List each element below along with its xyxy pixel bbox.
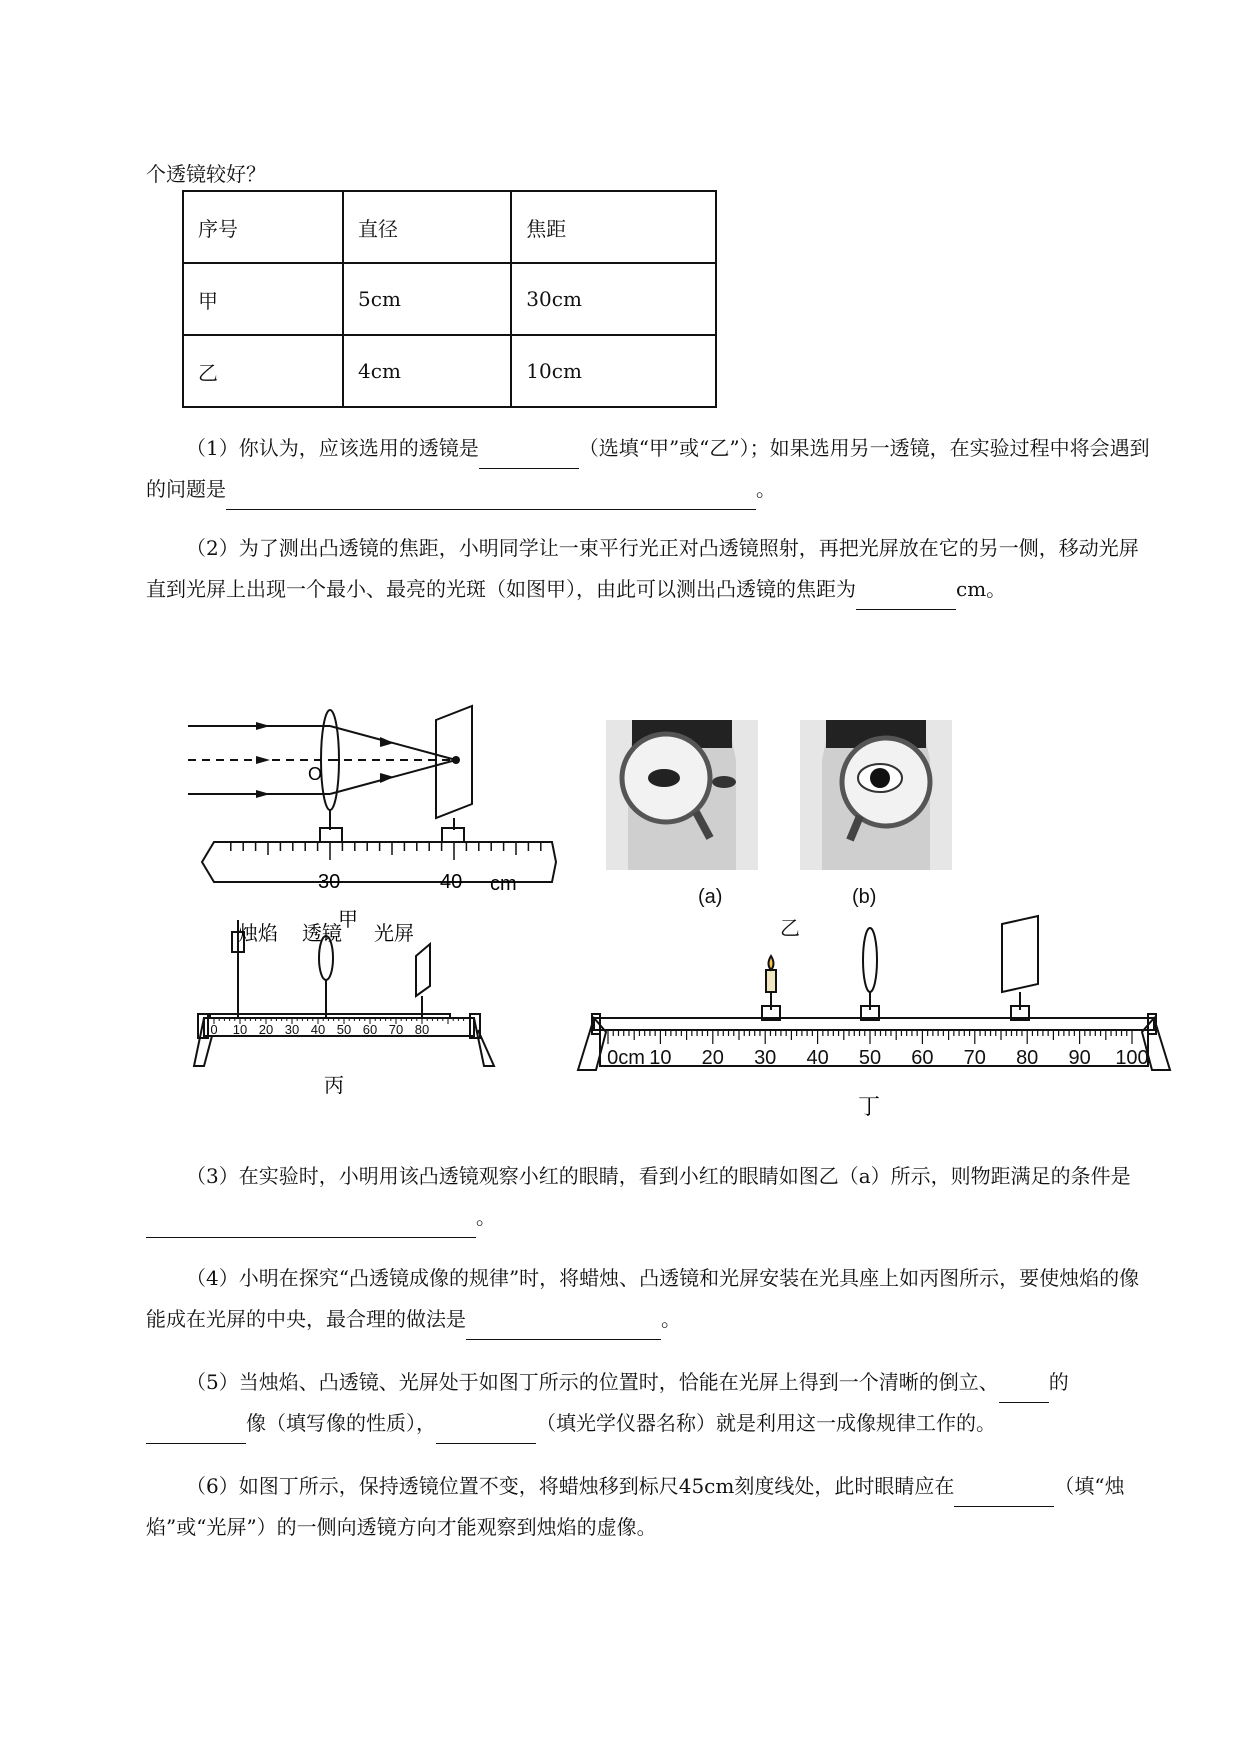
answer-blank-3[interactable] xyxy=(146,1213,476,1238)
ruler-tick-label: 30 xyxy=(754,1047,777,1069)
point-o-label: O xyxy=(308,764,323,784)
answer-blank-5b[interactable] xyxy=(146,1419,246,1444)
table-cell: 乙 xyxy=(183,335,343,407)
answer-blank-6[interactable] xyxy=(954,1482,1054,1507)
question-5-text-d: （填光学仪器名称）就是利用这一成像规律工作的。 xyxy=(536,1411,996,1435)
answer-blank-1a[interactable] xyxy=(479,444,579,469)
figure-bing-label: 丙 xyxy=(324,1073,344,1097)
figure-yi-photo-a xyxy=(606,720,758,870)
figure-ding-ruler-ticks xyxy=(608,1030,1132,1044)
ruler-tick-label: 40 xyxy=(806,1047,829,1069)
ruler-tick-label: 70 xyxy=(388,1022,404,1037)
figure-yi-label: 乙 xyxy=(780,916,800,940)
question-3-text-b: 。 xyxy=(476,1205,496,1229)
question-5-text-b: 的 xyxy=(1048,1370,1069,1394)
question-4-text-b: 。 xyxy=(661,1307,681,1331)
table-header-row xyxy=(183,191,716,263)
figure-jia-ruler-ticks xyxy=(231,842,541,860)
ruler-tick-label: 40 xyxy=(440,871,463,893)
question-5 xyxy=(146,1362,1156,1444)
figure-ding-drawing xyxy=(572,910,1176,1120)
ruler-unit-label: cm xyxy=(490,873,517,895)
question-6-text-b: （填“烛焰”或“光屏”）的一侧向透镜方向才能观察到烛焰的虚像。 xyxy=(146,1474,1125,1539)
ruler-tick-label: 50 xyxy=(858,1047,882,1069)
ruler-tick-label: 90 xyxy=(1068,1047,1091,1069)
figure-bing-drawing xyxy=(190,918,520,1098)
ruler-tick-label: 40 xyxy=(310,1022,326,1037)
lens-label: 透镜 xyxy=(302,921,342,945)
ruler-tick-label: 70 xyxy=(963,1047,986,1069)
table-row xyxy=(183,335,716,407)
eye-magnified-image-b xyxy=(800,720,952,870)
question-2-text-b: cm。 xyxy=(956,577,1007,601)
figure-jia xyxy=(184,700,564,930)
figure-yi-caption-a: (a) xyxy=(698,886,723,908)
screen-label: 光屏 xyxy=(374,921,414,945)
question-intro-tail: 个透镜较好？ xyxy=(146,162,266,186)
figure-ding xyxy=(572,910,1176,1120)
question-4-text-a: （4）小明在探究“凸透镜成像的规律”时，将蜡烛、凸透镜和光屏安装在光具座上如丙图所示，要使烛焰的像能成在光屏的中央，最合理的做法是 xyxy=(146,1266,1140,1331)
answer-blank-2[interactable] xyxy=(856,585,956,610)
figure-yi-photo-b xyxy=(800,720,952,870)
ruler-tick-label: 10 xyxy=(649,1047,672,1069)
question-1-text-b: （选填“甲”或“乙”）；如果选用另一透镜，在实验过程中将会遇到的问题是 xyxy=(146,436,1150,501)
ruler-tick-label: 0cm xyxy=(607,1047,645,1069)
figure-jia-drawing xyxy=(184,700,564,930)
ruler-tick-label: 50 xyxy=(336,1022,352,1037)
ruler-tick-label: 10 xyxy=(232,1022,248,1037)
question-2-text-a: （2）为了测出凸透镜的焦距，小明同学让一束平行光正对凸透镜照射，再把光屏放在它的另一侧，移动光屏直到光屏上出现一个最小、最亮的光斑（如图甲），由此可以测出凸透镜的焦距为 xyxy=(146,536,1139,601)
answer-blank-5a[interactable] xyxy=(999,1378,1049,1403)
table-cell: 5cm xyxy=(343,263,511,335)
ruler-tick-label: 0 xyxy=(210,1022,218,1037)
question-6-text-a: （6）如图丁所示，保持透镜位置不变，将蜡烛移到标尺45cm刻度线处，此时眼睛应在 xyxy=(186,1474,955,1498)
ruler-tick-label: 60 xyxy=(911,1047,934,1069)
eye-magnified-image-a xyxy=(606,720,758,870)
ruler-tick-label: 30 xyxy=(284,1022,300,1037)
candle-label: 烛焰 xyxy=(238,921,278,945)
ruler-tick-label: 80 xyxy=(414,1022,430,1037)
table-cell: 30cm xyxy=(511,263,716,335)
question-5-text-c: 像（填写像的性质）， xyxy=(246,1411,436,1435)
ruler-tick-label: 30 xyxy=(318,871,341,893)
question-1-text-c: 。 xyxy=(756,477,776,501)
table-header-cell: 序号 xyxy=(183,191,343,263)
table-row xyxy=(183,263,716,335)
question-1 xyxy=(146,428,1156,510)
lens-table xyxy=(182,190,717,408)
table-cell: 10cm xyxy=(511,335,716,407)
question-4 xyxy=(146,1258,1156,1340)
figure-ding-label: 丁 xyxy=(858,1095,881,1120)
table-header-cell: 直径 xyxy=(343,191,511,263)
question-5-text-a: （5）当烛焰、凸透镜、光屏处于如图丁所示的位置时，恰能在光屏上得到一个清晰的倒立、 xyxy=(186,1370,999,1394)
answer-blank-1b[interactable] xyxy=(226,485,756,510)
question-6 xyxy=(146,1466,1156,1548)
figure-yi-caption-b: (b) xyxy=(852,886,877,908)
ruler-tick-label: 20 xyxy=(701,1047,724,1069)
figure-jia-label: 甲 xyxy=(338,907,358,930)
ruler-tick-label: 20 xyxy=(258,1022,274,1037)
table-cell: 4cm xyxy=(343,335,511,407)
ruler-tick-label: 60 xyxy=(362,1022,378,1037)
ruler-tick-label: 80 xyxy=(1016,1047,1039,1069)
table-cell: 甲 xyxy=(183,263,343,335)
table-header-cell: 焦距 xyxy=(511,191,716,263)
figure-bing xyxy=(190,918,520,1098)
answer-blank-4[interactable] xyxy=(466,1315,661,1340)
question-2 xyxy=(146,528,1156,610)
question-1-text-a: （1）你认为，应该选用的透镜是 xyxy=(186,436,479,460)
answer-blank-5c[interactable] xyxy=(436,1419,536,1444)
question-3 xyxy=(146,1156,1156,1238)
ruler-tick-label: 100 xyxy=(1115,1047,1149,1069)
question-3-text-a: （3）在实验时，小明用该凸透镜观察小红的眼睛，看到小红的眼睛如图乙（a）所示，则物距满足的条件是 xyxy=(186,1164,1131,1188)
figure-bing-ruler-labels xyxy=(210,1022,429,1037)
